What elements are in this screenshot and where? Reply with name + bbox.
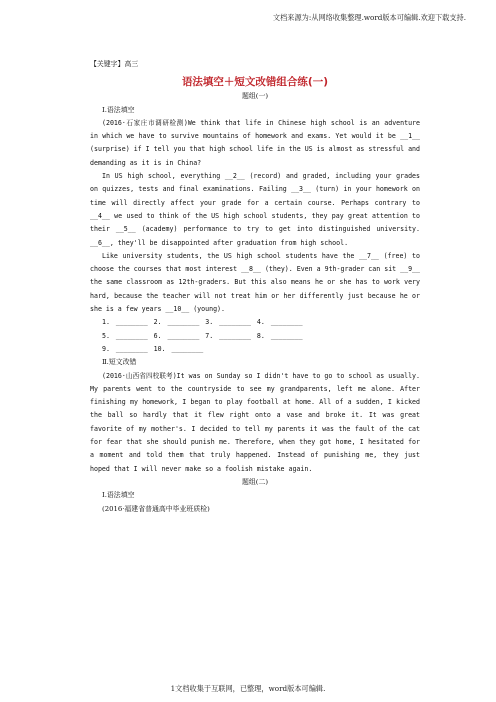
- answer-blanks-row: 1. ________ 2. ________ 3. ________ 4. ________: [102, 318, 303, 327]
- passage-paragraph: Like university students, the US high school students have the __7__ (free) to choose the courses that most interest __8__ (they). Even a 9th-grader can sit __9__ the same classroom as 12th-graders. But this also means he or she has to work very hard, because the teacher will not treat him or her differently just because he or she is a few years __10__ (young).: [90, 251, 420, 314]
- passage-paragraph: (2016·石家庄市调研检测)We think that life in Chinese high school is an adventure in which we have to survive mountains of homework and exams. Yet would it be __1__ (surprise) if I tell you that high school life in the US is almost as stressful and demanding as it is in China?: [90, 118, 420, 167]
- section-grammar-fill-heading: Ⅰ.语法填空: [102, 105, 135, 114]
- answer-blanks-row: 5. ________ 6. ________ 7. ________ 8. ________: [102, 331, 303, 340]
- source-note: (2016·福建省普通高中毕业班质检): [102, 504, 210, 513]
- group-two-heading: 题组(二): [241, 477, 269, 486]
- document-body: [90, 58, 420, 516]
- section-grammar-fill-heading-2: Ⅰ.语法填空: [102, 491, 135, 500]
- group-one-heading: 题组(一): [241, 92, 269, 101]
- document-title: 语法填空＋短文改错组合练(一): [181, 76, 329, 89]
- error-correction-passage: (2016·山西省四校联考)It was on Sunday so I didn't have to go to school as usually. My parents went to the countryside to see my grandparents, left me alone. After finishing my homework, I began to play football at home. All of a sudden, I kicked the ball so hardly that it flew right onto a vase and broke it. It was great favorite of my mother's. I decided to tell my parents it was the fault of the cat for fear that she should punish me. Therefore, when they got home, I hesitated for a moment and told them that truly happened. Instead of punishing me, they just hoped that I will never make so a foolish mistake again.: [90, 371, 420, 473]
- page-footer: 1文档收集于互联网，已整理，word版本可编辑.: [170, 684, 326, 693]
- answer-blanks-row: 9. ________ 10. ________: [102, 344, 204, 353]
- page-header: 文档来源为:从网络收集整理.word版本可编辑.欢迎下载支持.: [272, 13, 466, 22]
- keyword-line: 【关键字】高三: [90, 60, 139, 68]
- section-error-correction-heading: Ⅱ.短文改错: [102, 358, 137, 367]
- passage-paragraph: In US high school, everything __2__ (record) and graded, including your grades on quizzes, tests and final examinations. Failing __3__ (turn) in your homework on time will directly affect your grade for a certain course. Perhaps contrary to __4__ we used to think of the US high school students, they pay great attention to their __5__ (academy) performance to try to get into distinguished university. __6__, they'll be disappointed after graduation from high school.: [90, 172, 420, 247]
